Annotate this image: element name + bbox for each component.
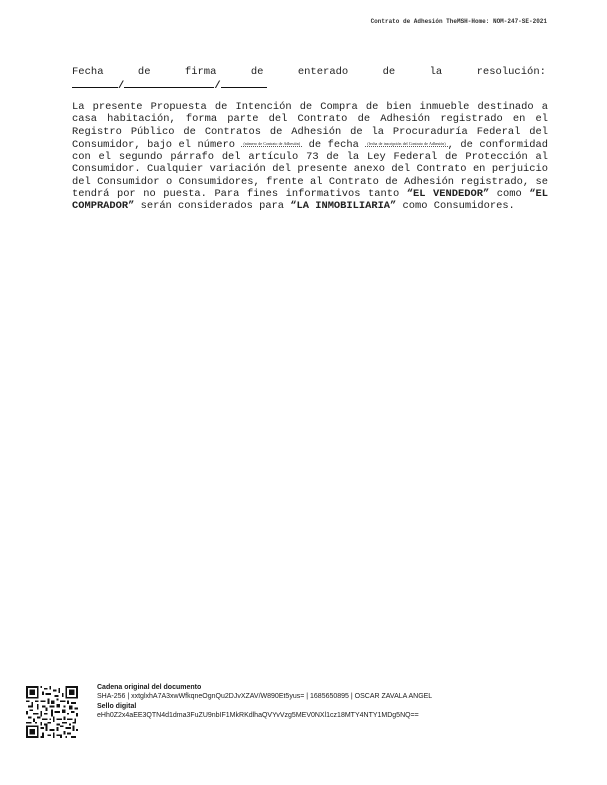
qr-code-icon bbox=[26, 686, 78, 738]
cadena-value: SHA-256 | xxtglxhA7A3xwWfkqneOgnQu2DJvXZAV/W890Et5yus= | 1685650895 | OSCAR ZAVALA ANGEL bbox=[97, 693, 433, 701]
document-header-note: Contrato de Adhesión TheMSH-Home: NOM-247-SE-2021 bbox=[370, 18, 547, 25]
body-paragraph bbox=[72, 101, 548, 213]
signature-block bbox=[97, 683, 567, 720]
day-blank[interactable] bbox=[72, 79, 118, 88]
fecha-word: Fecha bbox=[72, 66, 104, 78]
fecha-inscripcion-field: (fecha de inscripción del Contrato de Adhesión) bbox=[367, 140, 446, 146]
body-text-segment: La presente Propuesta de Intención de Compra de bien inmueble destinado a casa habitación, forma parte del Contrato de Adhesión registrado en el Registro Público de Contratos de Adhesión de la Procuraduría Federal del Consumidor, bajo el número bbox=[72, 101, 548, 151]
body-text-segment: , de conformidad con el segundo párrafo del artículo 73 de la Ley Federal de Protección al Consumidor. Cualquier variación del presente anexo del Contrato en perjuicio del Consumidor o Consumidores, frente al Contrato de Adhesión registrado, se tendrá por no puesta. Para fines informativos tanto bbox=[72, 138, 548, 200]
fecha-word: resolución: bbox=[476, 66, 546, 78]
fecha-blank-fields bbox=[72, 79, 267, 92]
fecha-word: la bbox=[429, 66, 443, 78]
month-blank[interactable] bbox=[124, 79, 214, 88]
body-text-segment: como Consumidores. bbox=[402, 200, 515, 213]
fecha-word: firma bbox=[184, 66, 217, 78]
date-separator: / bbox=[118, 80, 125, 92]
sello-label: Sello digital bbox=[97, 702, 137, 710]
vendedor-term: “EL VENDEDOR” bbox=[406, 187, 490, 200]
comprador-term: “EL COMPRADOR” bbox=[72, 187, 548, 213]
cadena-label: Cadena original del documento bbox=[97, 684, 202, 691]
fecha-firma-label bbox=[72, 66, 546, 79]
fecha-word: de bbox=[382, 66, 396, 78]
year-blank[interactable] bbox=[221, 79, 267, 88]
fecha-word: enterado bbox=[297, 66, 349, 78]
date-separator: / bbox=[214, 80, 221, 92]
body-text-segment: como bbox=[496, 187, 522, 200]
body-text-segment: de fecha bbox=[308, 138, 359, 151]
sello-value: eHh0Z2x4aEE3QTN4d1dma3FuZU9nbIF1MkRKdlhaQVYvVzg5MEV0NXl1cz18MTY4NTY1MDg5NQ== bbox=[97, 711, 419, 719]
inmobiliaria-term: “LA INMOBILIARIA” bbox=[290, 200, 397, 213]
fecha-word: de bbox=[137, 66, 151, 78]
fecha-word: de bbox=[250, 66, 264, 78]
body-text-segment: serán considerados para bbox=[140, 200, 285, 213]
numero-contrato-field: (número de Contrato de Adhesión) bbox=[243, 140, 301, 146]
